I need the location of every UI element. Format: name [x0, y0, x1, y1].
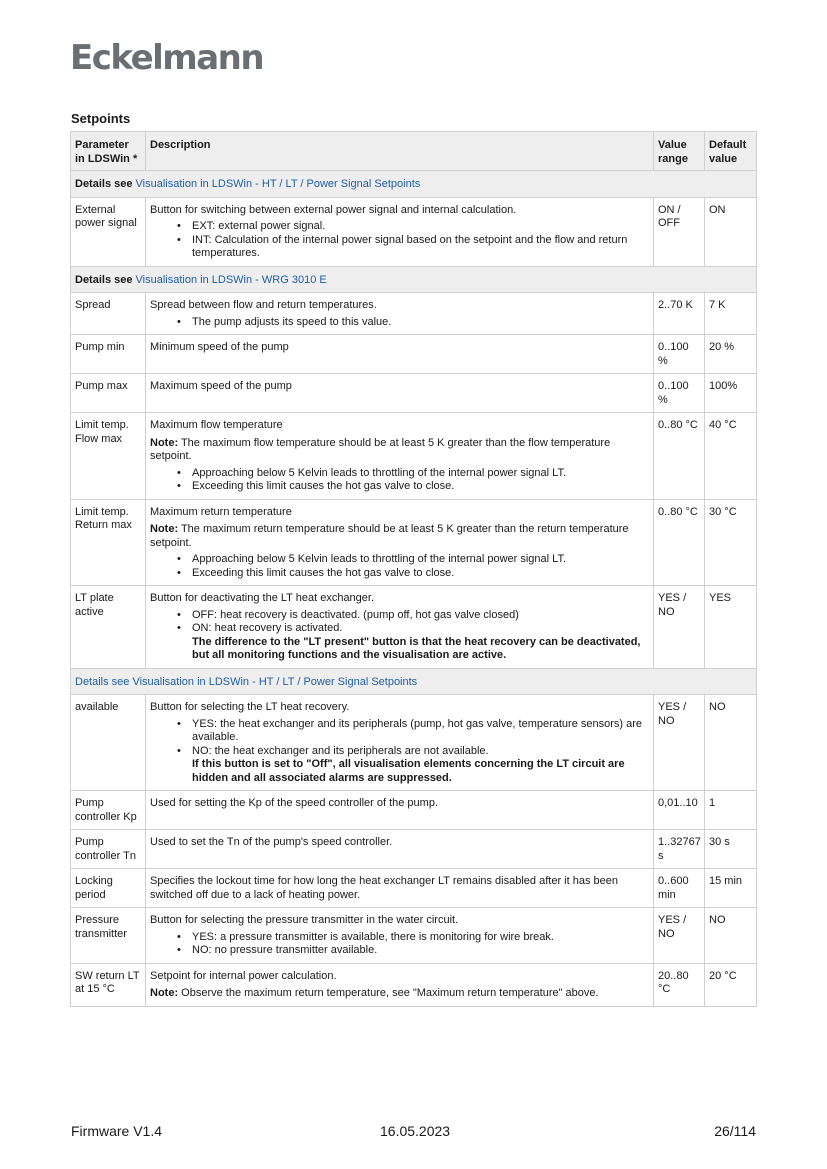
note-body: The maximum flow temperature should be at least 5 K greater than the flow temperature setpoint.: [150, 436, 611, 462]
setpoints-table: [70, 131, 757, 1007]
range-cell: YES / NO: [654, 695, 705, 791]
list-item: • Approaching below 5 Kelvin leads to throttling of the internal power signal LT.: [192, 553, 649, 567]
description-text: Minimum speed of the pump: [150, 341, 289, 353]
group-row: [71, 171, 757, 198]
default-cell: 30 s: [705, 830, 757, 869]
header-parameter: Parameter in LDSWin *: [71, 132, 146, 171]
group-prefix: Details see: [75, 273, 133, 286]
bullet-list: [150, 220, 649, 261]
list-item: [192, 622, 649, 663]
description-cell: [146, 335, 654, 374]
default-cell: 40 °C: [705, 413, 757, 500]
list-item: • INT: Calculation of the internal power signal based on the setpoint and the flow and return temperatures.: [192, 234, 649, 261]
default-cell: 1: [705, 791, 757, 830]
group-row: [71, 266, 757, 293]
eckelmann-logo: Eckelmann: [70, 38, 264, 78]
description-cell: [146, 791, 654, 830]
details-link[interactable]: Visualisation in LDSWin - HT / LT / Power Signal Setpoints: [135, 178, 421, 190]
description-cell: [146, 869, 654, 908]
default-cell: NO: [705, 908, 757, 964]
description-text: Maximum flow temperature: [150, 419, 283, 431]
param-cell: Pump min: [71, 335, 146, 374]
description-cell: [146, 830, 654, 869]
list-item-text: NO: the heat exchanger and its peripherals are not available.: [192, 744, 489, 757]
group-row: [71, 668, 757, 695]
range-cell: 1..32767 s: [654, 830, 705, 869]
list-item: • Approaching below 5 Kelvin leads to throttling of the internal power signal LT.: [192, 467, 649, 481]
default-cell: YES: [705, 586, 757, 669]
table-row: [71, 499, 757, 586]
table-row: [71, 695, 757, 791]
description-cell: [146, 908, 654, 964]
description-cell: [146, 963, 654, 1006]
list-item: • Exceeding this limit causes the hot gas valve to close.: [192, 567, 649, 581]
list-item: • The pump adjusts its speed to this value.: [192, 316, 649, 330]
table-row: [71, 830, 757, 869]
default-cell: 100%: [705, 374, 757, 413]
group-prefix: Details see: [75, 178, 133, 190]
list-item-text: ON: heat recovery is activated.: [192, 622, 343, 634]
default-cell: 30 °C: [705, 499, 757, 586]
note-label: Note:: [150, 987, 179, 999]
param-cell: External power signal: [71, 197, 146, 266]
param-cell: available: [71, 695, 146, 791]
description-text: Maximum speed of the pump: [150, 380, 292, 392]
bold-remark: The difference to the "LT present" button is that the heat recovery can be deactivated, but all monitoring functions and the visualisation are active.: [192, 635, 641, 661]
description-text: Used for setting the Kp of the speed controller of the pump.: [150, 797, 439, 809]
description-text: Button for selecting the pressure transmitter in the water circuit.: [150, 914, 459, 926]
description-cell: [146, 197, 654, 266]
range-cell: 20..80 °C: [654, 963, 705, 1006]
details-link[interactable]: Details see Visualisation in LDSWin - HT / LT / Power Signal Setpoints: [75, 675, 418, 688]
range-cell: 0,01..10: [654, 791, 705, 830]
description-text: Button for switching between external power signal and internal calculation.: [150, 203, 517, 216]
table-row: [71, 963, 757, 1006]
note-body: The maximum return temperature should be at least 5 K greater than the return temperature setpoint.: [150, 523, 629, 549]
list-item: • Exceeding this limit causes the hot gas valve to close.: [192, 480, 649, 494]
list-item: • OFF: heat recovery is deactivated. (pump off, hot gas valve closed): [192, 609, 649, 623]
range-cell: 0..600 min: [654, 869, 705, 908]
list-item: • NO: no pressure transmitter available.: [192, 944, 649, 958]
description-text: Spread between flow and return temperatures.: [150, 299, 377, 311]
table-row: [71, 791, 757, 830]
description-cell: [146, 413, 654, 500]
range-cell: YES / NO: [654, 586, 705, 669]
header-value-range: Value range: [654, 132, 705, 171]
default-cell: 20 °C: [705, 963, 757, 1006]
range-cell: 0..80 °C: [654, 413, 705, 500]
footer-page-number: 26/114: [714, 1123, 756, 1139]
default-cell: NO: [705, 695, 757, 791]
description-text: Button for selecting the LT heat recovery.: [150, 701, 350, 713]
description-cell: [146, 374, 654, 413]
table-row: [71, 869, 757, 908]
param-cell: SW return LT at 15 °C: [71, 963, 146, 1006]
bullet-list: [150, 316, 649, 330]
bullet-list: [150, 931, 649, 958]
note-text: [150, 987, 649, 1001]
list-item: [192, 745, 649, 786]
note-text: [150, 437, 649, 464]
description-cell: [146, 695, 654, 791]
param-cell: Pump controller Kp: [71, 791, 146, 830]
description-text: Maximum return temperature: [150, 505, 292, 518]
param-cell: Pump max: [71, 374, 146, 413]
param-cell: LT plate active: [71, 586, 146, 669]
footer-firmware: Firmware V1.4: [71, 1123, 163, 1139]
default-cell: ON: [705, 197, 757, 266]
table-row: [71, 413, 757, 500]
bullet-list: [150, 553, 649, 580]
range-cell: 0..100 %: [654, 374, 705, 413]
range-cell: 0..80 °C: [654, 499, 705, 586]
description-cell: [146, 586, 654, 669]
default-cell: 15 min: [705, 869, 757, 908]
list-item: • EXT: external power signal.: [192, 220, 649, 234]
description-cell: [146, 293, 654, 335]
param-cell: Pump controller Tn: [71, 830, 146, 869]
param-cell: Spread: [71, 293, 146, 335]
table-row: [71, 293, 757, 335]
list-item: • YES: the heat exchanger and its peripherals (pump, hot gas valve, temperature sensors) are available.: [192, 718, 649, 745]
note-label: Note:: [150, 436, 179, 449]
details-link[interactable]: Visualisation in LDSWin - WRG 3010 E: [135, 273, 327, 286]
description-cell: [146, 499, 654, 586]
list-item: • YES: a pressure transmitter is available, there is monitoring for wire break.: [192, 931, 649, 945]
param-cell: Pressure transmitter: [71, 908, 146, 964]
default-cell: 7 K: [705, 293, 757, 335]
header-description: Description: [146, 132, 654, 171]
note-label: Note:: [150, 523, 179, 535]
description-text: Specifies the lockout time for how long the heat exchanger LT remains disabled after it has been switched off due to a lack of heating power.: [150, 875, 618, 901]
table-row: [71, 335, 757, 374]
range-cell: 2..70 K: [654, 293, 705, 335]
range-cell: ON / OFF: [654, 197, 705, 266]
description-text: Button for deactivating the LT heat exchanger.: [150, 592, 375, 604]
footer-date: 16.05.2023: [380, 1123, 451, 1139]
table-row: [71, 374, 757, 413]
range-cell: YES / NO: [654, 908, 705, 964]
section-title: Setpoints: [71, 111, 131, 126]
bullet-list: [150, 609, 649, 663]
table-row: [71, 586, 757, 669]
table-row: [71, 197, 757, 266]
table-row: [71, 908, 757, 964]
header-default-value: Default value: [705, 132, 757, 171]
note-text: [150, 523, 649, 550]
param-cell: Locking period: [71, 869, 146, 908]
table-header-row: [71, 132, 757, 171]
param-cell: Limit temp. Flow max: [71, 413, 146, 500]
bold-remark: If this button is set to "Off", all visualisation elements concerning the LT circuit are hidden and all associated alarms are suppressed.: [192, 758, 625, 784]
note-body: Observe the maximum return temperature, see "Maximum return temperature" above.: [178, 987, 599, 999]
description-text: Setpoint for internal power calculation.: [150, 969, 337, 982]
default-cell: 20 %: [705, 335, 757, 374]
range-cell: 0..100 %: [654, 335, 705, 374]
description-text: Used to set the Tn of the pump's speed controller.: [150, 836, 393, 848]
param-cell: Limit temp. Return max: [71, 499, 146, 586]
bullet-list: [150, 467, 649, 494]
bullet-list: [150, 718, 649, 786]
